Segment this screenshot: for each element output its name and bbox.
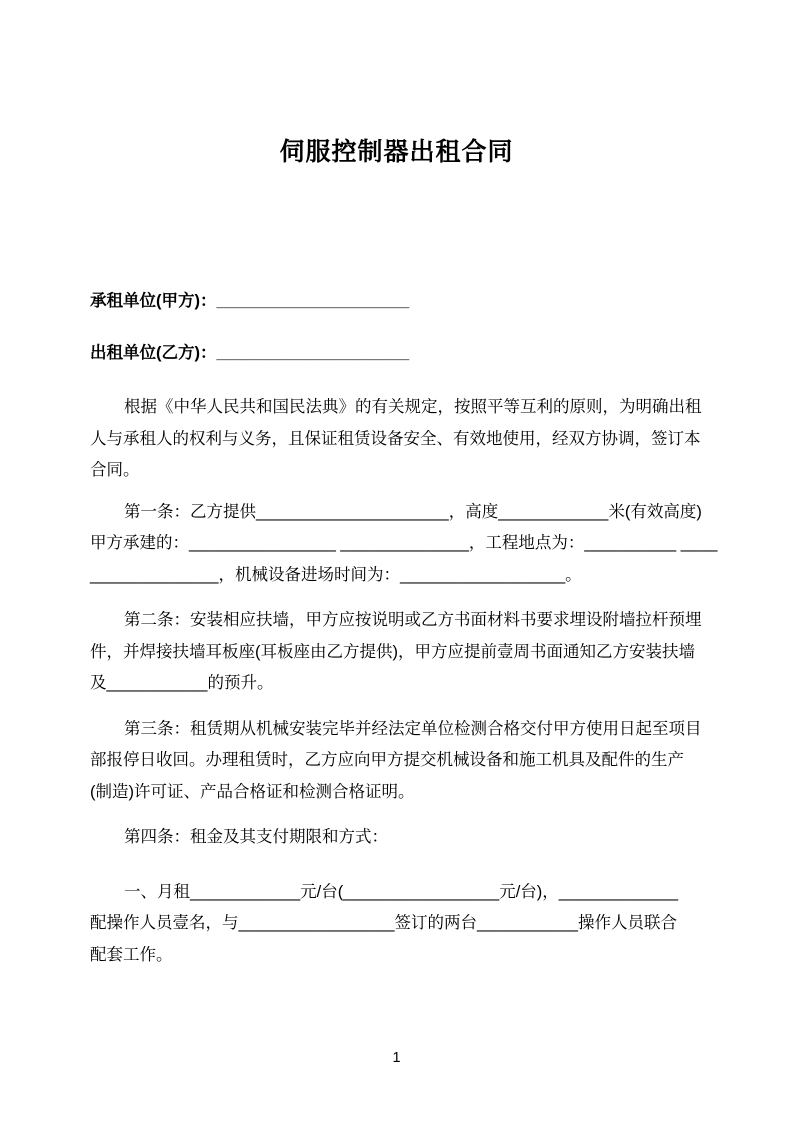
article-1-line-2: 甲方承建的：________________ ______________，工程地点为：__________ ____	[90, 534, 718, 552]
article-3-line-1: 第三条：租赁期从机械安装完毕并经法定单位检测合格交付甲方使用日起至项目	[124, 719, 702, 738]
preamble-line-2: 人与承租人的权利与义务，且保证租赁设备安全、有效地使用，经双方协调，签订本	[90, 429, 701, 448]
clause-article-1	[90, 497, 721, 592]
article-3-line-2: 部报停日收回。办理租赁时，乙方应向甲方提交机械设备和施工机具及配件的生产	[90, 751, 684, 769]
clause-article-3	[90, 714, 721, 809]
article-4-item-1-line-2: 配操作人员壹名，与_________________签订的两台___________操作人员联合	[90, 914, 677, 932]
preamble-line-1: 根据《中华人民共和国民法典》的有关规定，按照平等互利的原则，为明确出租	[124, 398, 702, 416]
party-a-label: 承租单位(甲方)：	[90, 292, 217, 310]
party-b-label: 出租单位(乙方)：	[90, 343, 217, 362]
article-2-line-3: 及___________的预升。	[90, 674, 274, 692]
clause-article-4-item-1	[90, 877, 721, 972]
party-a-blank: _____________________	[216, 292, 410, 310]
article-4-line-1: 第四条：租金及其支付期限和方式：	[124, 828, 388, 846]
document-title: 伺服控制器出租合同	[279, 138, 514, 166]
party-a-line	[90, 286, 721, 318]
party-b-line	[90, 338, 721, 370]
party-b-blank: _____________________	[216, 343, 410, 362]
article-2-line-2: 件，并焊接扶墙耳板座(耳板座由乙方提供)，甲方应提前壹周书面通知乙方安装扶墙	[90, 642, 695, 661]
article-3-line-3: (制造)许可证、产品合格证和检测合格证明。	[90, 782, 415, 801]
article-4-item-1-line-3: 配套工作。	[90, 945, 173, 964]
clause-preamble	[90, 392, 721, 487]
preamble-line-3: 合同。	[90, 461, 140, 479]
article-2-line-1: 第二条：安装相应扶墙，甲方应按说明或乙方书面材料书要求埋设附墙拉杆预埋	[124, 611, 702, 629]
clause-article-4	[90, 822, 721, 854]
clause-article-2	[90, 605, 721, 700]
article-4-item-1-line-1: 一、月租____________元/台(_________________元/台)，_____________	[124, 882, 679, 901]
article-1-line-1: 第一条：乙方提供_____________________，高度____________米(有效高度)	[124, 502, 702, 521]
article-1-line-3: ______________，机械设备进场时间为：__________________。	[90, 565, 582, 584]
page-number: 1	[392, 1050, 401, 1066]
